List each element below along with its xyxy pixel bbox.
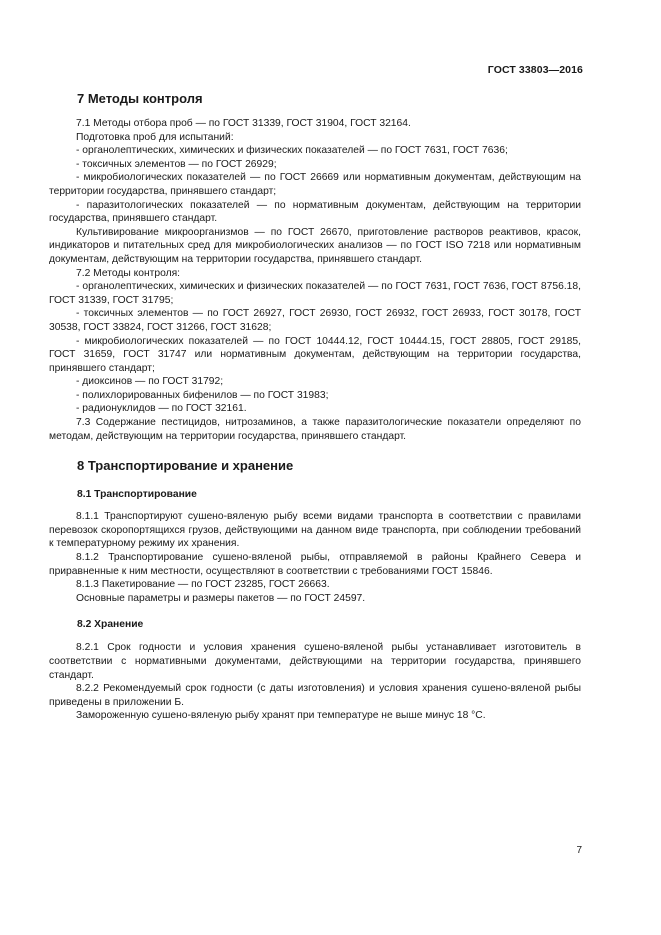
list-item: - органолептических, химических и физических показателей — по ГОСТ 7631, ГОСТ 7636; — [76, 145, 508, 157]
list-item: - микробиологических показателей — по ГОСТ 26669 или нормативным документам, действующим на территории государства, принявшего стандарт; — [49, 172, 581, 197]
list-item: - токсичных элементов — по ГОСТ 26927, ГОСТ 26930, ГОСТ 26932, ГОСТ 26933, ГОСТ 30178, ГОСТ 30538, ГОСТ 33824, ГОСТ 31266, ГОСТ 31628; — [49, 308, 581, 333]
list-item: - токсичных элементов — по ГОСТ 26929; — [76, 158, 277, 170]
paragraph-8-1-2: 8.1.2 Транспортирование сушено-вяленой рыбы, отправляемой в районы Крайнего Севера и приравненные к ним местности, осуществляют в соответствии с требованиями ГОСТ 15846. — [49, 552, 581, 577]
paragraph: Замороженную сушено-вяленую рыбу хранят при температуре не выше минус 18 °С. — [76, 710, 486, 722]
list-item: - диоксинов — по ГОСТ 31792; — [76, 376, 224, 388]
section-8-title: 8 Транспортирование и хранение — [77, 458, 294, 474]
standard-designation: ГОСТ 33803—2016 — [487, 64, 583, 76]
paragraph: Основные параметры и размеры пакетов — по ГОСТ 24597. — [76, 592, 366, 604]
subsection-8-2-title: 8.2 Хранение — [77, 619, 144, 631]
paragraph-7-2: 7.2 Методы контроля: — [76, 267, 181, 279]
list-item: - органолептических, химических и физических показателей — по ГОСТ 7631, ГОСТ 7636, ГОСТ 8756.18, ГОСТ 31339, ГОСТ 31795; — [49, 281, 581, 306]
paragraph: Подготовка проб для испытаний: — [76, 131, 234, 143]
list-item: - паразитологических показателей — по нормативным документам, действующим на территории государства, принявшего стандарт. — [49, 199, 581, 225]
section-7-title: 7 Методы контроля — [77, 91, 203, 106]
list-item: - микробиологических показателей — по ГОСТ 10444.12, ГОСТ 10444.15, ГОСТ 28805, ГОСТ 29185, ГОСТ 31659, ГОСТ 31747 или нормативным документам, действующим на территории государства, принявшего стандарт; — [49, 335, 581, 374]
page-number: 7 — [576, 845, 582, 856]
paragraph-8-2-1: 8.2.1 Срок годности и условия хранения сушено-вяленой рыбы устанавливает изготовитель в соответствии с нормативными документами, действующими на территории государства, принявшего стандарт. — [49, 642, 581, 681]
paragraph-7-3: 7.3 Содержание пестицидов, нитрозаминов, а также паразитологические показатели определяют по методам, действующим на территории государства, принявшего стандарт. — [49, 417, 581, 442]
paragraph-8-1-3: 8.1.3 Пакетирование — по ГОСТ 23285, ГОСТ 26663. — [76, 579, 330, 591]
document-body — [49, 90, 581, 723]
subsection-8-1-title: 8.1 Транспортирование — [77, 489, 197, 501]
paragraph-7-1: 7.1 Методы отбора проб — по ГОСТ 31339, ГОСТ 31904, ГОСТ 32164. — [76, 118, 411, 129]
list-item: - радионуклидов — по ГОСТ 32161. — [76, 403, 247, 415]
paragraph-8-1-1: 8.1.1 Транспортируют сушено-вяленую рыбу всеми видами транспорта в соответствии с правилами перевозок скоропортящихся грузов, действующими на данном виде транспорта, при соблюдении требований к температурному режиму их хранения. — [49, 511, 581, 550]
list-item: - полихлорированных бифенилов — по ГОСТ 31983; — [76, 389, 329, 401]
paragraph-8-2-2: 8.2.2 Рекомендуемый срок годности (с даты изготовления) и условия хранения сушено-вяленой рыбы приведены в приложении Б. — [49, 683, 581, 708]
paragraph: Культивирование микроорганизмов — по ГОСТ 26670, приготовление растворов реактивов, красок, индикаторов и питательных сред для микробиологических анализов — по ГОСТ ISO 7218 или нормативным документам, действующим на территории государства, принявшего стандарт. — [49, 226, 581, 265]
